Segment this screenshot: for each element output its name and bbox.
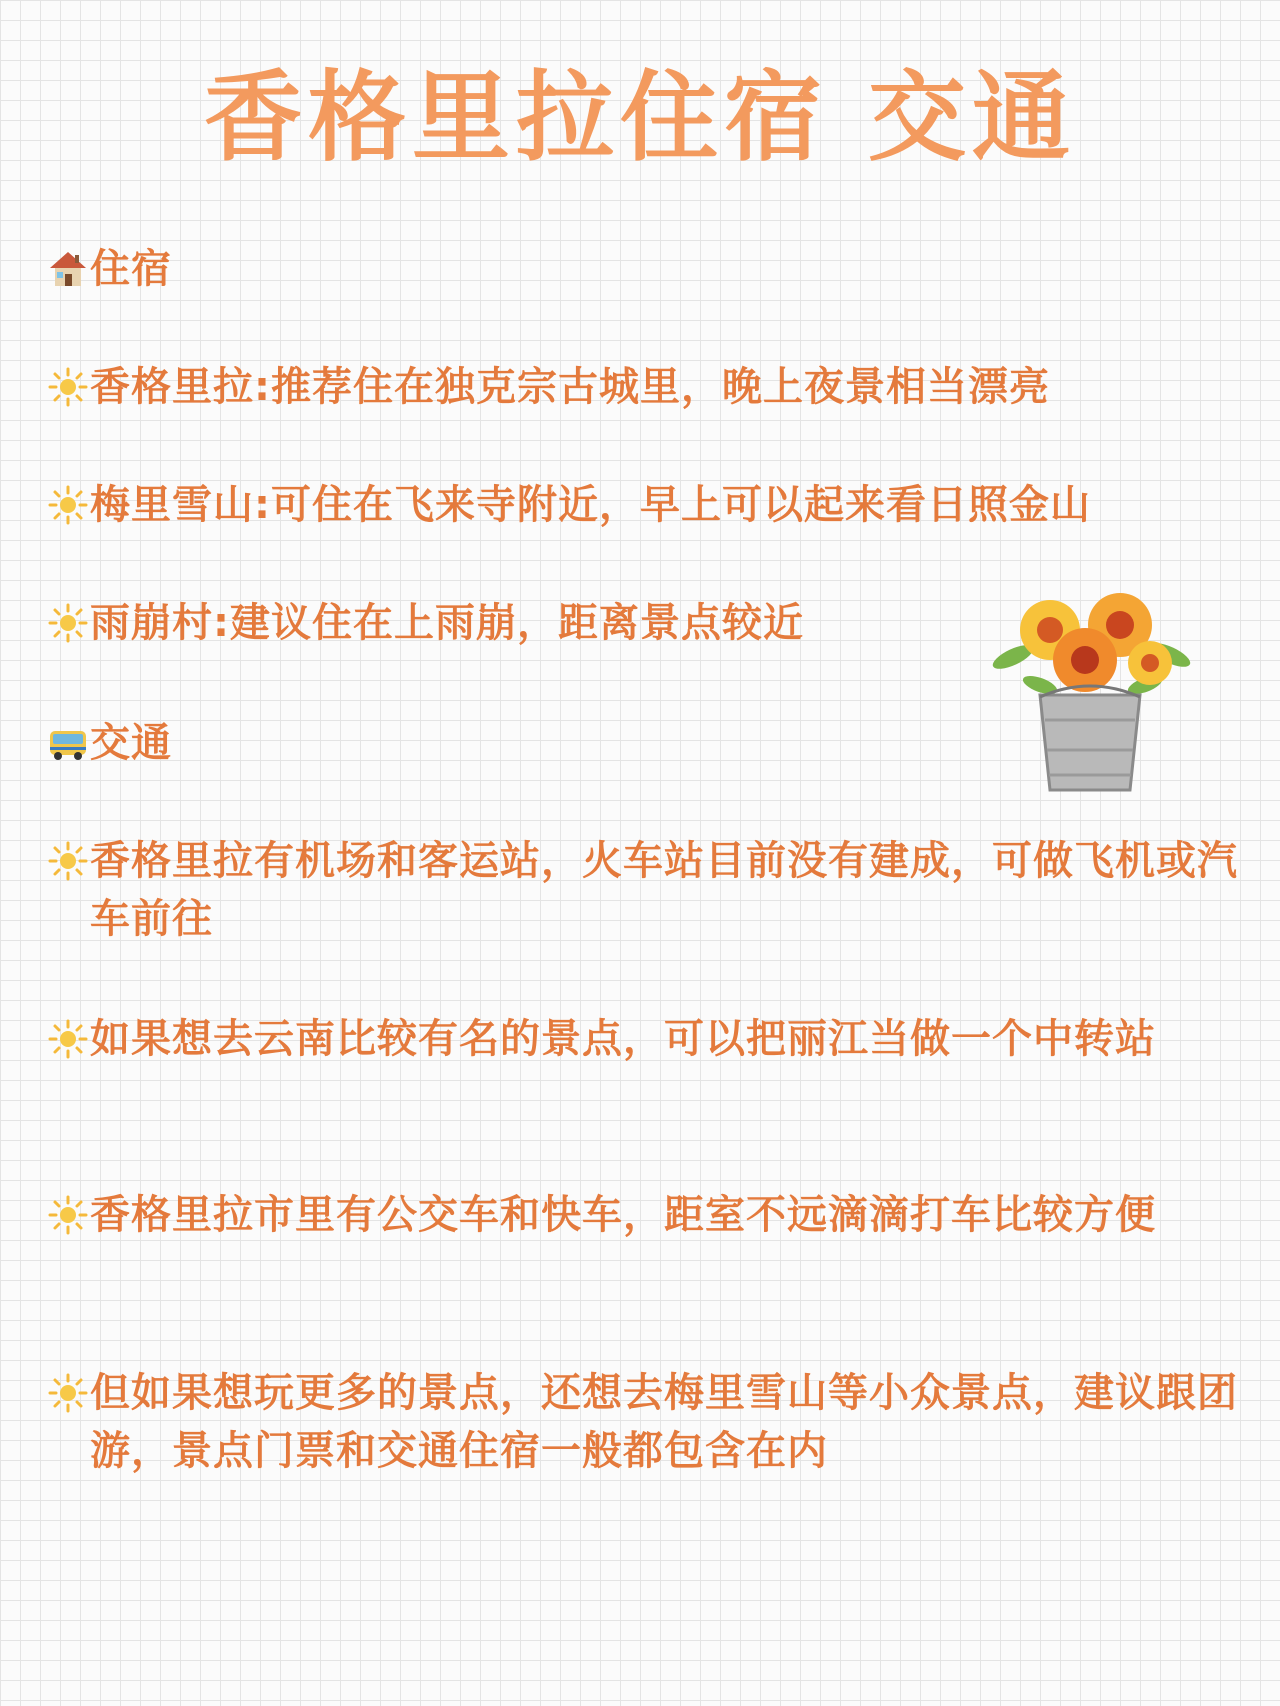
list-item-text: 雨崩村:建议住在上雨崩，距离景点较近	[90, 600, 804, 646]
list-item	[48, 358, 1198, 416]
section-heading-label: 住宿	[90, 246, 172, 292]
sun-icon	[48, 841, 88, 881]
list-item-text: 梅里雪山:可住在飞来寺附近，早上可以起来看日照金山	[90, 482, 1091, 528]
sun-icon	[48, 367, 88, 407]
list-item	[48, 832, 1244, 948]
list-item	[48, 594, 948, 652]
list-item	[48, 1010, 1156, 1068]
sun-icon	[48, 1195, 88, 1235]
page-title: 香格里拉住宿 交通	[203, 61, 1077, 175]
list-item	[48, 476, 1198, 534]
section-heading-label: 交通	[90, 720, 172, 766]
list-item-text: 香格里拉:推荐住在独克宗古城里，晚上夜景相当漂亮	[90, 364, 1050, 410]
list-item-text: 香格里拉有机场和客运站，火车站目前没有建成，可做飞机或汽车前往	[90, 838, 1238, 942]
house-icon	[48, 249, 88, 289]
list-item-text: 香格里拉市里有公交车和快车，距室不远滴滴打车比较方便	[90, 1192, 1156, 1238]
sun-icon	[48, 603, 88, 643]
list-item-text: 如果想去云南比较有名的景点，可以把丽江当做一个中转站	[90, 1016, 1156, 1062]
list-item	[48, 1186, 1156, 1244]
sun-icon	[48, 485, 88, 525]
bus-icon	[48, 723, 88, 763]
sun-icon	[48, 1373, 88, 1413]
section-heading-lodging	[48, 240, 172, 298]
sunflower-bucket-icon	[985, 585, 1195, 800]
list-item	[48, 1364, 1244, 1480]
section-heading-transport	[48, 714, 172, 772]
sun-icon	[48, 1019, 88, 1059]
list-item-text: 但如果想玩更多的景点，还想去梅里雪山等小众景点，建议跟团游，景点门票和交通住宿一般都包含在内	[90, 1370, 1238, 1474]
